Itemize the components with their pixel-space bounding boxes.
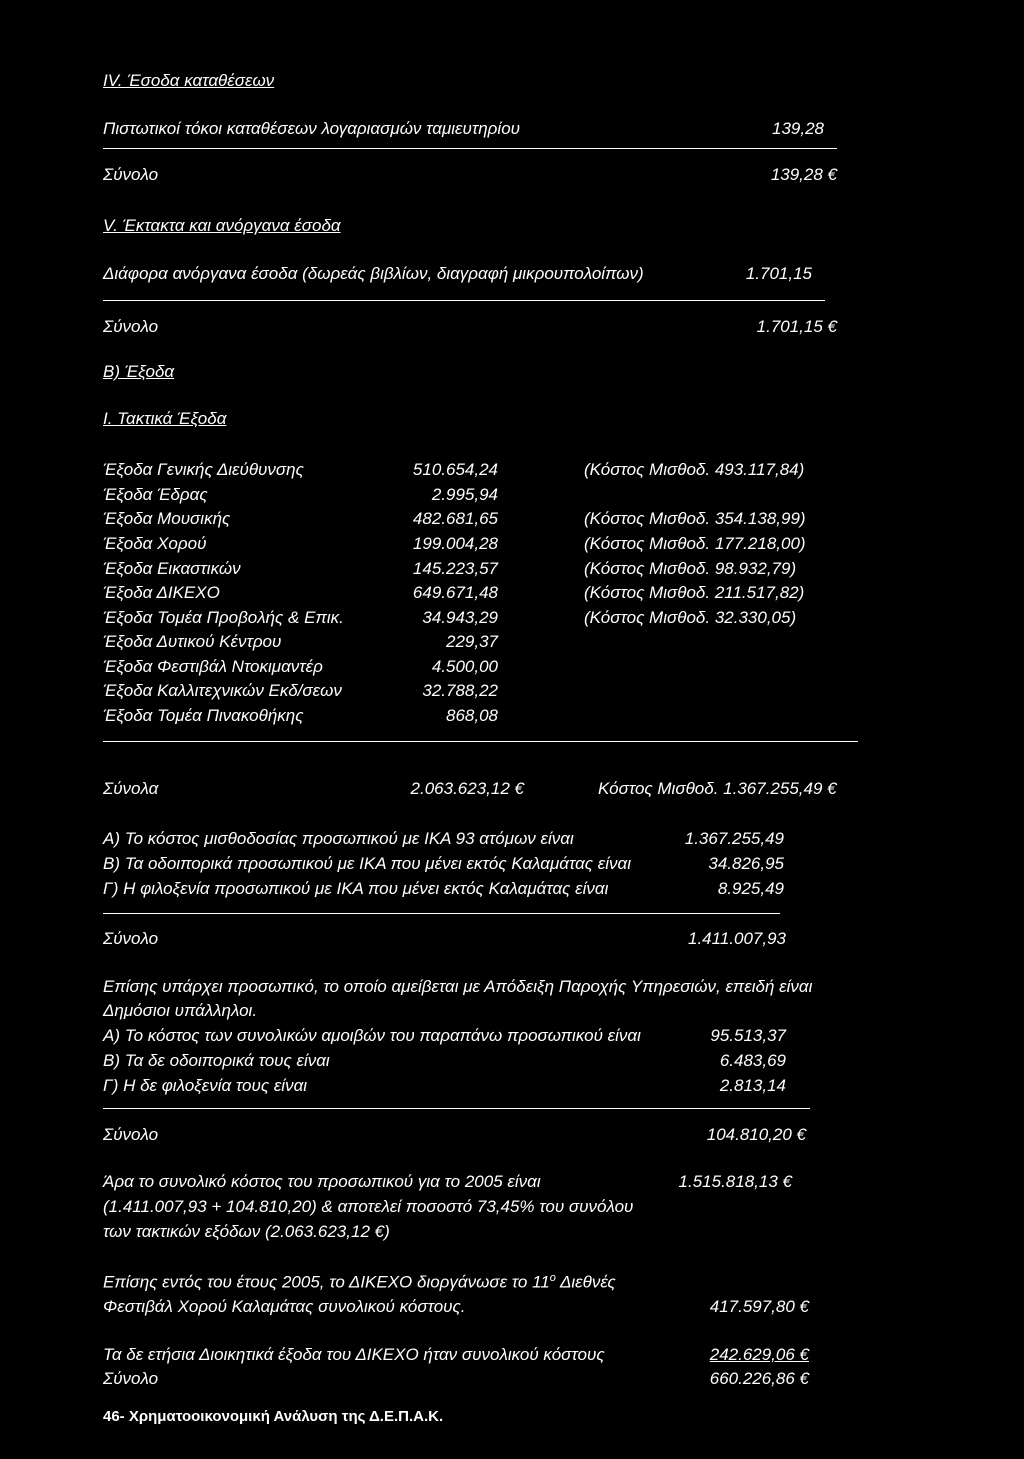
divider bbox=[103, 300, 825, 301]
divider bbox=[103, 148, 837, 149]
festival-line: Φεστιβάλ Χορού Καλαμάτας συνολικού κόστους. bbox=[103, 1297, 466, 1316]
festival-line-b: Διεθνές bbox=[555, 1272, 616, 1292]
summary-value: 1.515.818,13 € bbox=[678, 1172, 792, 1191]
expense-label: Έξοδα Τομέα Πινακοθήκης bbox=[103, 706, 304, 725]
expense-label: Έξοδα Τομέα Προβολής & Επικ. bbox=[103, 608, 344, 627]
expense-label: Έξοδα Μουσικής bbox=[103, 509, 231, 528]
festival-line-a: Επίσης εντός του έτους 2005, το ΔΙΚΕΧΟ διοργάνωσε το 11 bbox=[103, 1272, 550, 1292]
ika-row-label: Α) Το κόστος μισθοδοσίας προσωπικού με ΙΚΑ 93 ατόμων είναι bbox=[103, 829, 574, 848]
ika-total-label: Σύνολο bbox=[103, 929, 159, 948]
expense-value: 4.500,00 bbox=[431, 657, 498, 676]
page-footer: 46- Χρηματοοικονομική Ανάλυση της Δ.Ε.Π.Α.Κ. bbox=[103, 1408, 444, 1425]
admin-total-label: Σύνολο bbox=[103, 1369, 159, 1388]
expense-label: Έξοδα Χορού bbox=[103, 534, 207, 553]
ika-row-value: 8.925,49 bbox=[717, 879, 784, 898]
divider bbox=[103, 741, 858, 742]
section-iv-heading: IV. Έσοδα καταθέσεων bbox=[103, 71, 275, 90]
festival-value: 417.597,80 € bbox=[709, 1297, 809, 1316]
services-intro: Δημόσιοι υπάλληλοι. bbox=[103, 1001, 258, 1020]
expense-value: 482.681,65 bbox=[412, 509, 498, 528]
totals-value: 2.063.623,12 € bbox=[410, 779, 524, 798]
expense-value: 2.995,94 bbox=[431, 485, 498, 504]
expense-label: Έξοδα ΔΙΚΕΧΟ bbox=[103, 583, 220, 602]
services-row-label: Α) Το κόστος των συνολικών αμοιβών του παραπάνω προσωπικού είναι bbox=[103, 1026, 641, 1045]
ika-row-value: 1.367.255,49 bbox=[684, 829, 784, 848]
services-total-label: Σύνολο bbox=[103, 1125, 159, 1144]
expense-note: (Κόστος Μισθοδ. 354.138,99) bbox=[584, 509, 806, 528]
expense-note: (Κόστος Μισθοδ. 98.932,79) bbox=[584, 559, 797, 578]
summary-line: Άρα το συνολικό κόστος του προσωπικού για το 2005 είναι bbox=[103, 1172, 541, 1191]
expense-label: Έξοδα Έδρας bbox=[103, 485, 208, 504]
expense-label: Έξοδα Εικαστικών bbox=[103, 559, 241, 578]
ika-row-label: Γ) Η φιλοξενία προσωπικού με ΙΚΑ που μένει εκτός Καλαμάτας είναι bbox=[103, 879, 609, 898]
festival-line bbox=[103, 1273, 616, 1291]
expense-value: 32.788,22 bbox=[422, 681, 498, 700]
expense-label: Έξοδα Γενικής Διεύθυνσης bbox=[103, 460, 304, 479]
services-row-label: Β) Τα δε οδοιπορικά τους είναι bbox=[103, 1051, 330, 1070]
totals-label: Σύνολα bbox=[103, 779, 159, 798]
admin-total-value: 660.226,86 € bbox=[709, 1369, 809, 1388]
services-row-value: 95.513,37 bbox=[710, 1026, 786, 1045]
ika-row-label: Β) Τα οδοιπορικά προσωπικού με ΙΚΑ που μένει εκτός Καλαμάτας είναι bbox=[103, 854, 632, 873]
expense-value: 868,08 bbox=[446, 706, 498, 725]
expense-value: 199.004,28 bbox=[412, 534, 498, 553]
section-b-heading: Β) Έξοδα bbox=[103, 362, 175, 381]
ika-row-value: 34.826,95 bbox=[708, 854, 784, 873]
iv-total-value: 139,28 € bbox=[770, 165, 837, 184]
expense-value: 34.943,29 bbox=[422, 608, 498, 627]
iv-row-label: Πιστωτικοί τόκοι καταθέσεων λογαριασμών ταμιευτηρίου bbox=[103, 119, 520, 138]
iv-total-label: Σύνολο bbox=[103, 165, 159, 184]
festival-superscript: ο bbox=[549, 1272, 556, 1284]
services-row-value: 2.813,14 bbox=[719, 1076, 786, 1095]
v-total-value: 1.701,15 € bbox=[756, 317, 837, 336]
expense-note: (Κόστος Μισθοδ. 493.117,84) bbox=[584, 460, 805, 479]
ika-total-value: 1.411.007,93 bbox=[688, 929, 786, 948]
iv-row-value: 139,28 bbox=[772, 119, 824, 138]
expense-note: (Κόστος Μισθοδ. 177.218,00) bbox=[584, 534, 806, 553]
v-row-value: 1.701,15 bbox=[745, 264, 812, 283]
admin-line: Τα δε ετήσια Διοικητικά έξοδα του ΔΙΚΕΧΟ ήταν συνολικού κόστους bbox=[103, 1345, 605, 1364]
section-v-heading: V. Έκτακτα και ανόργανα έσοδα bbox=[103, 216, 341, 235]
expense-label: Έξοδα Δυτικού Κέντρου bbox=[103, 632, 282, 651]
v-total-label: Σύνολο bbox=[103, 317, 159, 336]
divider bbox=[103, 1108, 810, 1109]
expense-value: 229,37 bbox=[446, 632, 498, 651]
services-total-value: 104.810,20 € bbox=[706, 1125, 806, 1144]
services-intro: Επίσης υπάρχει προσωπικό, το οποίο αμείβεται με Απόδειξη Παροχής Υπηρεσιών, επειδή είναι bbox=[103, 977, 813, 996]
expense-value: 510.654,24 bbox=[412, 460, 498, 479]
summary-line: (1.411.007,93 + 104.810,20) & αποτελεί ποσοστό 73,45% του συνόλου bbox=[103, 1197, 634, 1216]
services-row-label: Γ) Η δε φιλοξενία τους είναι bbox=[103, 1076, 308, 1095]
v-row-label: Διάφορα ανόργανα έσοδα (δωρεάς βιβλίων, διαγραφή μικρουπολοίπων) bbox=[103, 264, 644, 283]
summary-line: των τακτικών εξόδων (2.063.623,12 €) bbox=[103, 1222, 390, 1241]
expense-note: (Κόστος Μισθοδ. 32.330,05) bbox=[584, 608, 797, 627]
expense-value: 649.671,48 bbox=[412, 583, 498, 602]
expense-label: Έξοδα Καλλιτεχνικών Εκδ/σεων bbox=[103, 681, 342, 700]
expense-note: (Κόστος Μισθοδ. 211.517,82) bbox=[584, 583, 805, 602]
section-i-heading: Ι. Τακτικά Έξοδα bbox=[103, 409, 227, 428]
admin-value: 242.629,06 € bbox=[709, 1345, 809, 1364]
services-row-value: 6.483,69 bbox=[719, 1051, 786, 1070]
divider bbox=[103, 913, 780, 914]
totals-note: Κόστος Μισθοδ. 1.367.255,49 € bbox=[598, 779, 837, 798]
expense-value: 145.223,57 bbox=[412, 559, 498, 578]
expense-label: Έξοδα Φεστιβάλ Ντοκιμαντέρ bbox=[103, 657, 323, 676]
